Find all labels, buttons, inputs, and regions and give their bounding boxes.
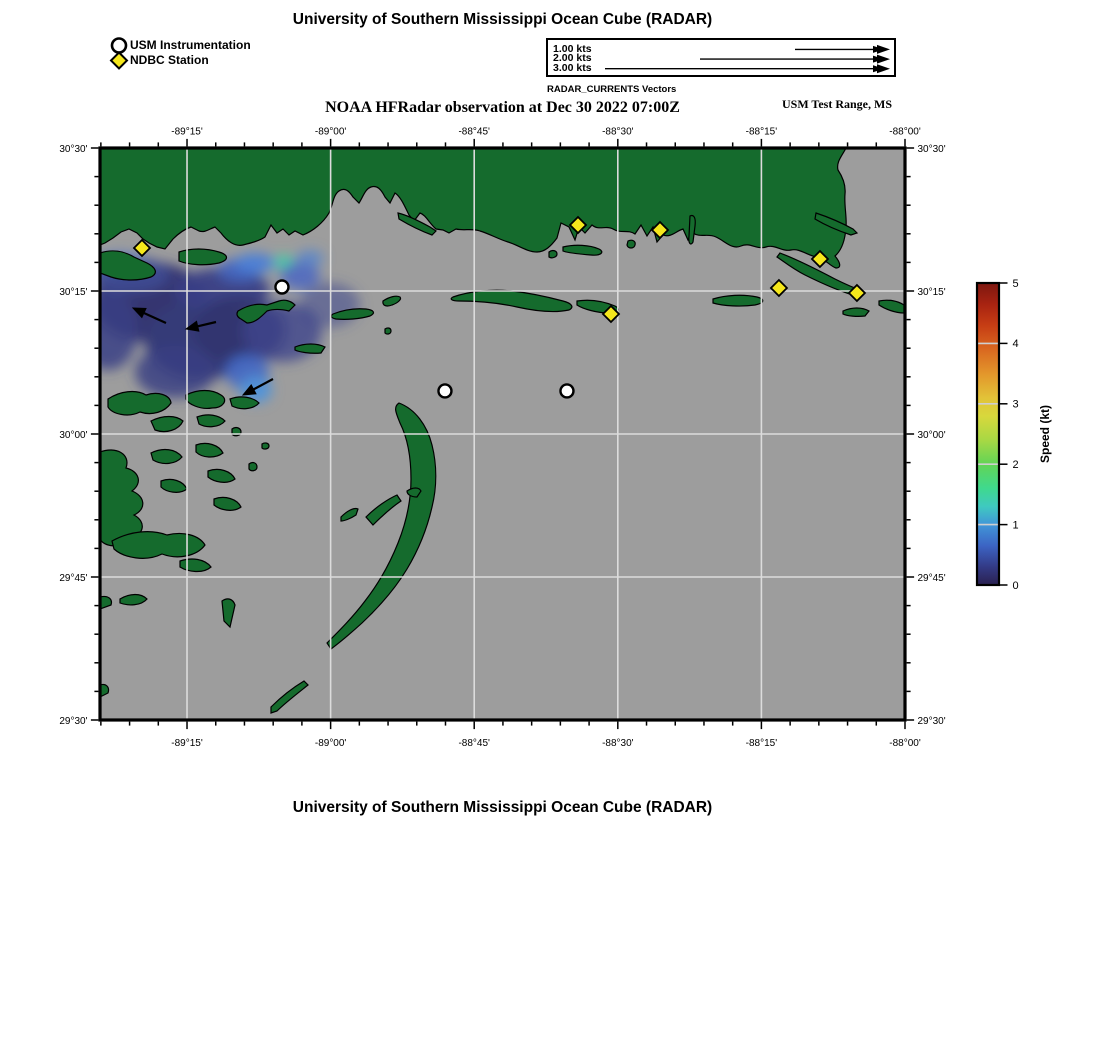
- axis-tick-label: 30°30': [59, 143, 88, 155]
- axis-tick-label: -88°30': [602, 126, 634, 138]
- vector-scale-box: [546, 38, 896, 77]
- land-path: [108, 392, 171, 415]
- axis-tick-label: 29°30': [917, 715, 946, 727]
- axis-tick-label: -88°00': [889, 738, 921, 749]
- land-path: [627, 240, 635, 248]
- axis-tick-label: -88°00': [889, 126, 921, 138]
- axis-tick-label: -89°15': [171, 126, 203, 138]
- land-path: [262, 443, 269, 449]
- axis-tick-label: -88°30': [602, 738, 634, 749]
- land-path: [295, 344, 325, 353]
- axis-tick-label: 29°30': [59, 715, 88, 727]
- vector-scale-row-label: 2.00 kts: [553, 52, 592, 65]
- axis-tick-label: -89°15': [171, 738, 203, 749]
- range-label: USM Test Range, MS: [781, 97, 892, 111]
- usm-instrumentation-marker: [275, 280, 288, 293]
- axis-tick-label: -89°00': [314, 738, 347, 749]
- land-path: [713, 295, 763, 306]
- page-title-top: University of Southern Mississippi Ocean Cube (RADAR): [292, 11, 713, 28]
- speed-field-patch: [296, 250, 324, 266]
- legend-symbols: [111, 39, 127, 69]
- colorbar: [977, 278, 1052, 592]
- colorbar-tick-label: 2: [1012, 459, 1019, 471]
- land-path: [112, 532, 205, 559]
- land-path: [385, 328, 391, 334]
- axis-tick-label: -88°45': [458, 126, 490, 138]
- axis-tick-label: -88°15': [745, 126, 778, 138]
- vector-scale-arrows: [548, 40, 894, 75]
- axis-tick-label: 30°00': [59, 429, 88, 441]
- usm-instrumentation-icon: [112, 39, 126, 53]
- axis-tick-label: 30°15': [917, 286, 946, 298]
- speed-field-patch: [78, 290, 138, 370]
- speed-field-patch: [235, 253, 275, 273]
- land-path: [549, 251, 557, 258]
- ndbc-station-icon: [111, 53, 127, 69]
- axis-tick-label: 29°45': [59, 572, 88, 584]
- colorbar-tick-label: 1: [1012, 519, 1019, 532]
- colorbar-gradient: [977, 283, 999, 585]
- axis-tick-label: 30°00': [917, 429, 946, 441]
- axis-tick-label: -89°00': [314, 126, 347, 138]
- usm-instrumentation-marker: [560, 384, 573, 397]
- axis-tick-label: 30°30': [917, 143, 946, 155]
- colorbar-tick-label: 0: [1012, 579, 1019, 592]
- vector-scale-row-label: 3.00 kts: [553, 61, 592, 74]
- page-title-bottom: University of Southern Mississippi Ocean Cube (RADAR): [292, 799, 713, 816]
- land-path: [843, 308, 869, 316]
- usm-instrumentation-marker: [438, 384, 451, 397]
- axis-tick-label: -88°15': [745, 738, 778, 749]
- figure-subtitle: NOAA HFRadar observation at Dec 30 2022 07:00Z: [325, 99, 680, 116]
- land-path: [249, 463, 257, 471]
- vector-scale-row-label: 1.00 kts: [553, 42, 592, 55]
- colorbar-tick-label: 5: [1012, 277, 1019, 290]
- legend-item-usm-label: USM Instrumentation: [130, 38, 251, 52]
- colorbar-title: Speed (kt): [1038, 404, 1052, 464]
- map-interior: [78, 148, 905, 720]
- colorbar-tick-label: 4: [1012, 338, 1019, 351]
- axis-tick-label: 29°45': [917, 572, 946, 584]
- legend-item-ndbc-label: NDBC Station: [130, 53, 209, 67]
- axis-tick-label: -88°45': [458, 738, 490, 749]
- colorbar-tick-label: 3: [1012, 398, 1019, 411]
- vector-scale-caption: RADAR_CURRENTS Vectors: [547, 84, 677, 95]
- axis-tick-label: 30°15': [59, 286, 88, 298]
